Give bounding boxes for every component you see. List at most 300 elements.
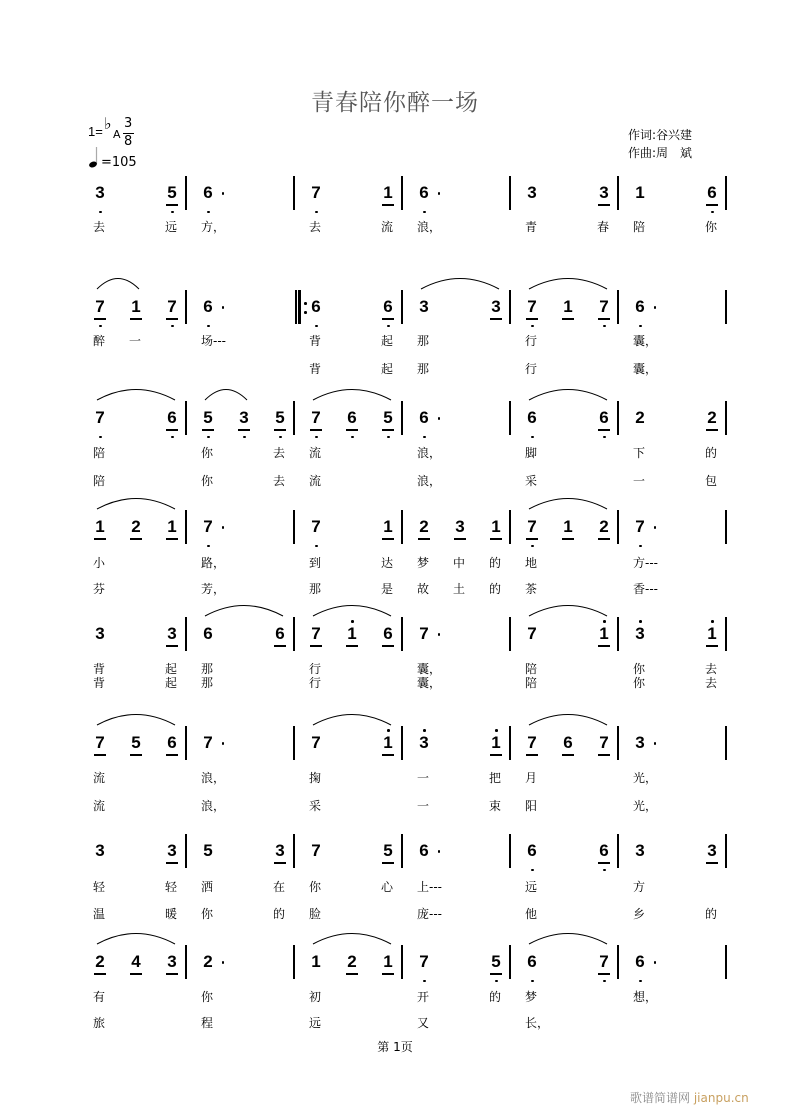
- barline: [725, 176, 727, 210]
- note: 3: [527, 183, 537, 202]
- note: 7: [198, 733, 218, 753]
- high-octave-dot: [351, 620, 354, 623]
- note: 6: [522, 408, 542, 428]
- lyric-verse-1: 初: [309, 990, 322, 1004]
- underline: [94, 973, 106, 975]
- note: 3: [702, 841, 722, 861]
- note: 3: [95, 624, 105, 643]
- lyric-verse-2: 茶: [525, 582, 538, 596]
- underline: [598, 538, 610, 540]
- underline: [418, 538, 430, 540]
- underline: [166, 204, 178, 206]
- underline: [598, 429, 610, 431]
- note: 2: [90, 952, 110, 972]
- flat-icon: ♭: [104, 114, 112, 133]
- lyric-verse-1: 你: [309, 880, 322, 894]
- lyric-verse-2: 土: [453, 582, 466, 596]
- note: 7: [311, 841, 321, 860]
- note: 5: [203, 841, 213, 860]
- augmentation-dot: [438, 850, 441, 853]
- lyric-verse-2: 的: [273, 907, 286, 921]
- note: 6: [594, 841, 614, 861]
- note: 1: [594, 624, 614, 644]
- lyric-verse-2: 采: [309, 799, 322, 813]
- note: 6: [522, 952, 542, 972]
- augmentation-dot: [222, 526, 225, 529]
- note: 6: [378, 624, 398, 644]
- underline: [598, 204, 610, 206]
- augmentation-dot: [438, 192, 441, 195]
- lyric-verse-1: 梦: [525, 990, 538, 1004]
- underline: [166, 973, 178, 975]
- barline: [401, 945, 403, 979]
- slur: [312, 385, 392, 401]
- underline: [94, 318, 106, 320]
- underline: [382, 318, 394, 320]
- underline: [130, 318, 142, 320]
- note: 3: [419, 297, 429, 316]
- note: 3: [594, 183, 614, 203]
- song-title: 青春陪你醉一场: [311, 90, 479, 116]
- note: 2: [594, 517, 614, 537]
- lyric-verse-1: 行: [309, 662, 322, 676]
- lyric-verse-2: 浪，: [417, 474, 442, 488]
- note: 2: [342, 952, 362, 972]
- barline: [293, 945, 295, 979]
- barline: [725, 834, 727, 868]
- low-octave-dot: [315, 436, 318, 439]
- lyric-verse-1: 浪，: [201, 771, 226, 785]
- lyric-verse-1: 去: [273, 446, 286, 460]
- note: 7: [522, 517, 542, 537]
- note: 1: [558, 517, 578, 537]
- lyric-verse-2: 芳，: [201, 582, 226, 596]
- lyric-verse-2: 行: [525, 362, 538, 376]
- low-octave-dot: [603, 436, 606, 439]
- barline: [617, 945, 619, 979]
- low-octave-dot: [99, 211, 102, 214]
- lyric-verse-2: 庞---: [417, 907, 442, 921]
- lyric-verse-1: 的: [489, 990, 502, 1004]
- barline: [185, 726, 187, 760]
- lyric-verse-2: 那: [309, 582, 322, 596]
- slur: [96, 929, 176, 945]
- lyric-verse-1: 浪，: [417, 220, 442, 234]
- underline: [166, 318, 178, 320]
- barline: [293, 617, 295, 651]
- underline: [706, 204, 718, 206]
- low-octave-dot: [603, 325, 606, 328]
- underline: [490, 973, 502, 975]
- note: 5: [378, 408, 398, 428]
- lyric-verse-2: 长，: [525, 1016, 550, 1030]
- lyric-verse-2: 程: [201, 1016, 214, 1030]
- note: 3: [162, 624, 182, 644]
- slur: [528, 274, 608, 290]
- note: 7: [522, 733, 542, 753]
- barline: [509, 617, 511, 651]
- note: 2: [702, 408, 722, 428]
- lyric-verse-1: 你: [705, 220, 718, 234]
- augmentation-dot: [654, 961, 657, 964]
- lyric-verse-1: 的: [705, 446, 718, 460]
- barline: [293, 176, 295, 210]
- barline: [185, 510, 187, 544]
- low-octave-dot: [243, 436, 246, 439]
- note: 3: [414, 733, 434, 753]
- lyric-verse-1: 去: [705, 662, 718, 676]
- note: 2: [414, 517, 434, 537]
- lyric-verse-1: 那: [201, 662, 214, 676]
- lyric-verse-2: 浪，: [201, 799, 226, 813]
- note: 7: [306, 183, 326, 203]
- note: 3: [450, 517, 470, 537]
- lyric-verse-2: 的: [705, 907, 718, 921]
- lyric-verse-1: 地: [525, 556, 538, 570]
- lyric-verse-2: 温: [93, 907, 106, 921]
- repeat-barline: [298, 290, 301, 324]
- lyric-verse-2: 去: [705, 676, 718, 690]
- low-octave-dot: [99, 325, 102, 328]
- note: 6: [702, 183, 722, 203]
- lyric-verse-2: 他: [525, 907, 538, 921]
- low-octave-dot: [279, 436, 282, 439]
- lyric-verse-2: 起: [165, 676, 178, 690]
- note: 5: [198, 408, 218, 428]
- augmentation-dot: [222, 192, 225, 195]
- lyricist-credit: 作词:谷兴建: [628, 128, 693, 142]
- note: 6: [522, 841, 542, 861]
- underline: [166, 429, 178, 431]
- note: 6: [162, 408, 182, 428]
- underline: [382, 538, 394, 540]
- note: 5: [162, 183, 182, 203]
- lyric-verse-1: 陪: [525, 662, 538, 676]
- lyric-verse-2: 一: [633, 474, 646, 488]
- lyric-verse-1: 你: [633, 662, 646, 676]
- underline: [346, 973, 358, 975]
- lyric-verse-2: 你: [201, 474, 214, 488]
- low-octave-dot: [639, 545, 642, 548]
- slur: [96, 274, 140, 290]
- lyric-verse-1: 那: [417, 334, 430, 348]
- low-octave-dot: [315, 211, 318, 214]
- low-octave-dot: [531, 869, 534, 872]
- key-prefix: 1=: [88, 124, 103, 139]
- note: 3: [630, 733, 650, 753]
- note: 1: [126, 297, 146, 317]
- lyric-verse-1: 到: [309, 556, 322, 570]
- lyric-verse-2: 光，: [633, 799, 658, 813]
- high-octave-dot: [387, 729, 390, 732]
- underline: [490, 538, 502, 540]
- lyric-verse-1: 流: [309, 446, 322, 460]
- low-octave-dot: [423, 980, 426, 983]
- underline: [274, 645, 286, 647]
- lyric-verse-2: 去: [273, 474, 286, 488]
- repeat-dot: [304, 302, 307, 305]
- barline: [185, 945, 187, 979]
- high-octave-dot: [603, 620, 606, 623]
- lyric-verse-1: 醉: [93, 334, 106, 348]
- low-octave-dot: [171, 211, 174, 214]
- lyric-verse-2: 故: [417, 582, 430, 596]
- low-octave-dot: [207, 436, 210, 439]
- slur: [96, 385, 176, 401]
- note: 7: [90, 297, 110, 317]
- lyric-verse-1: 去: [93, 220, 106, 234]
- note: 7: [594, 733, 614, 753]
- note: 1: [311, 952, 321, 971]
- underline: [166, 538, 178, 540]
- low-octave-dot: [207, 211, 210, 214]
- high-octave-dot: [495, 729, 498, 732]
- high-octave-dot: [423, 729, 426, 732]
- note: 3: [95, 841, 105, 860]
- slur: [528, 601, 608, 617]
- lyric-verse-2: 芬: [93, 582, 106, 596]
- lyric-verse-1: 心: [381, 880, 394, 894]
- lyric-verse-1: 一: [417, 771, 430, 785]
- lyric-verse-1: 远: [165, 220, 178, 234]
- note: 7: [414, 624, 434, 644]
- lyric-verse-1: 远: [525, 880, 538, 894]
- barline: [725, 401, 727, 435]
- underline: [490, 754, 502, 756]
- barline: [185, 617, 187, 651]
- lyric-verse-1: 下: [633, 446, 646, 460]
- watermark-cn: 歌谱简谱网: [630, 1091, 691, 1105]
- lyric-verse-2: 束: [489, 799, 502, 813]
- lyric-verse-1: 上---: [417, 880, 442, 894]
- barline: [509, 290, 511, 324]
- note: 4: [126, 952, 146, 972]
- low-octave-dot: [387, 325, 390, 328]
- lyric-verse-1: 你: [201, 990, 214, 1004]
- underline: [382, 645, 394, 647]
- barline: [401, 617, 403, 651]
- note: 1: [378, 183, 398, 203]
- note: 3: [234, 408, 254, 428]
- barline: [293, 834, 295, 868]
- lyric-verse-2: 的: [489, 582, 502, 596]
- note: 1: [635, 183, 645, 202]
- augmentation-dot: [654, 526, 657, 529]
- underline: [526, 318, 538, 320]
- lyric-verse-1: 流: [93, 771, 106, 785]
- slur: [204, 385, 248, 401]
- underline: [130, 973, 142, 975]
- underline: [94, 754, 106, 756]
- low-octave-dot: [207, 325, 210, 328]
- slur: [96, 710, 176, 726]
- barline: [509, 401, 511, 435]
- repeat-dot: [304, 311, 307, 314]
- note: 7: [594, 952, 614, 972]
- note: 7: [306, 517, 326, 537]
- lyric-verse-1: 起: [165, 662, 178, 676]
- augmentation-dot: [654, 306, 657, 309]
- note: 1: [378, 952, 398, 972]
- underline: [562, 318, 574, 320]
- high-octave-dot: [711, 620, 714, 623]
- lyric-verse-2: 陪: [93, 474, 106, 488]
- note: 6: [270, 624, 290, 644]
- underline: [382, 754, 394, 756]
- underline: [130, 754, 142, 756]
- note: 6: [198, 183, 218, 203]
- lyric-verse-2: 那: [201, 676, 214, 690]
- barline: [725, 617, 727, 651]
- lyric-verse-1: 的: [489, 556, 502, 570]
- note: 3: [486, 297, 506, 317]
- note: 3: [90, 183, 110, 203]
- underline: [238, 429, 250, 431]
- low-octave-dot: [99, 436, 102, 439]
- underline: [382, 862, 394, 864]
- barline: [401, 726, 403, 760]
- note: 5: [486, 952, 506, 972]
- slur: [312, 929, 392, 945]
- lyric-verse-1: 梦: [417, 556, 430, 570]
- lyric-verse-2: 背: [309, 362, 322, 376]
- underline: [310, 429, 322, 431]
- quarter-note-icon: [88, 146, 100, 168]
- lyric-verse-1: 囊，: [633, 334, 658, 348]
- lyric-verse-1: 在: [273, 880, 286, 894]
- underline: [382, 429, 394, 431]
- underline: [382, 973, 394, 975]
- lyric-verse-1: 想，: [633, 990, 658, 1004]
- note: 6: [378, 297, 398, 317]
- underline: [706, 429, 718, 431]
- lyric-verse-2: 你: [201, 907, 214, 921]
- lyric-verse-1: 流: [381, 220, 394, 234]
- key-note: A: [113, 128, 121, 141]
- low-octave-dot: [423, 211, 426, 214]
- lyric-verse-2: 囊，: [633, 362, 658, 376]
- lyric-verse-2: 乡: [633, 907, 646, 921]
- barline: [185, 401, 187, 435]
- augmentation-dot: [222, 306, 225, 309]
- low-octave-dot: [603, 869, 606, 872]
- underline: [598, 862, 610, 864]
- note: 7: [414, 952, 434, 972]
- note: 2: [198, 952, 218, 972]
- note: 1: [378, 517, 398, 537]
- low-octave-dot: [171, 325, 174, 328]
- low-octave-dot: [711, 211, 714, 214]
- lyric-verse-1: 行: [525, 334, 538, 348]
- augmentation-dot: [438, 417, 441, 420]
- slur: [420, 274, 500, 290]
- lyric-verse-1: 脚: [525, 446, 538, 460]
- note: 1: [702, 624, 722, 644]
- note: 1: [486, 733, 506, 753]
- augmentation-dot: [438, 633, 441, 636]
- barline: [401, 176, 403, 210]
- note: 5: [270, 408, 290, 428]
- low-octave-dot: [351, 436, 354, 439]
- low-octave-dot: [531, 325, 534, 328]
- note: 6: [594, 408, 614, 428]
- augmentation-dot: [222, 742, 225, 745]
- underline: [598, 973, 610, 975]
- note: 3: [162, 841, 182, 861]
- barline: [509, 834, 511, 868]
- barline: [617, 617, 619, 651]
- lyric-verse-1: 方---: [633, 556, 658, 570]
- note: 3: [630, 624, 650, 644]
- lyric-verse-1: 掬: [309, 771, 322, 785]
- lyric-verse-1: 青: [525, 220, 538, 234]
- lyric-verse-2: 远: [309, 1016, 322, 1030]
- underline: [202, 429, 214, 431]
- lyric-verse-2: 陪: [525, 676, 538, 690]
- note: 1: [162, 517, 182, 537]
- lyric-verse-1: 囊，: [417, 662, 442, 676]
- underline: [598, 754, 610, 756]
- barline: [509, 510, 511, 544]
- augmentation-dot: [222, 961, 225, 964]
- barline: [185, 834, 187, 868]
- note: 7: [594, 297, 614, 317]
- note: 7: [90, 408, 110, 428]
- barline: [293, 510, 295, 544]
- lyric-verse-1: 场---: [201, 334, 226, 348]
- underline: [166, 645, 178, 647]
- underline: [526, 754, 538, 756]
- lyric-verse-1: 轻: [93, 880, 106, 894]
- lyric-verse-1: 背: [93, 662, 106, 676]
- note: 6: [162, 733, 182, 753]
- note: 6: [198, 297, 218, 317]
- lyric-verse-2: 旅: [93, 1016, 106, 1030]
- watermark: [630, 1089, 749, 1106]
- high-octave-dot: [639, 620, 642, 623]
- lyric-verse-1: 浪，: [417, 446, 442, 460]
- underline: [166, 862, 178, 864]
- note: 7: [630, 517, 650, 537]
- watermark-en: jianpu.cn: [693, 1091, 749, 1105]
- barline: [293, 726, 295, 760]
- underline: [490, 318, 502, 320]
- barline: [617, 726, 619, 760]
- low-octave-dot: [423, 436, 426, 439]
- lyric-verse-2: 包: [705, 474, 718, 488]
- note: 7: [522, 297, 542, 317]
- barline: [509, 176, 511, 210]
- note: 6: [630, 297, 650, 317]
- augmentation-dot: [654, 742, 657, 745]
- barline: [725, 290, 727, 324]
- barline: [185, 176, 187, 210]
- barline: [401, 510, 403, 544]
- underline: [562, 754, 574, 756]
- underline: [706, 862, 718, 864]
- underline: [562, 538, 574, 540]
- low-octave-dot: [639, 325, 642, 328]
- lyric-verse-1: 起: [381, 334, 394, 348]
- low-octave-dot: [603, 980, 606, 983]
- low-octave-dot: [171, 436, 174, 439]
- low-octave-dot: [531, 545, 534, 548]
- lyric-verse-1: 方: [633, 880, 646, 894]
- underline: [598, 645, 610, 647]
- low-octave-dot: [531, 436, 534, 439]
- underline: [94, 538, 106, 540]
- note: 7: [527, 624, 537, 643]
